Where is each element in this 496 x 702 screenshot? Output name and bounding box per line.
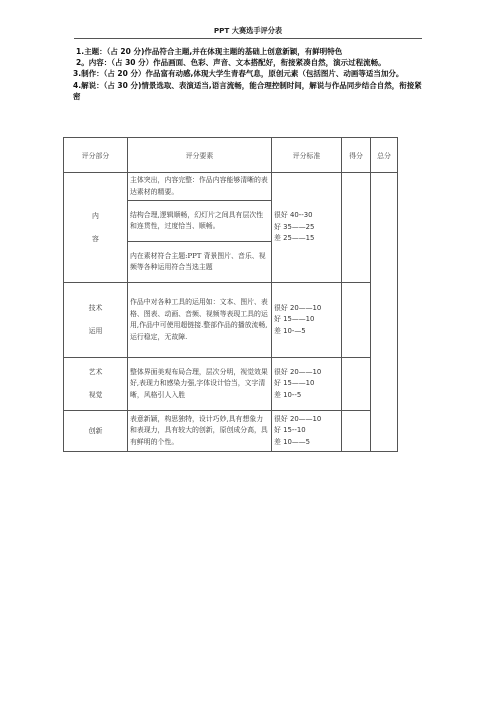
score-cell[interactable] bbox=[342, 358, 371, 411]
part-tech: 技术 运用 bbox=[64, 283, 128, 358]
part-art: 艺术 视觉 bbox=[64, 358, 128, 411]
standard-cell: 很好 20——10 好 15——10 差 10--5 bbox=[272, 358, 342, 411]
header-part: 评分部分 bbox=[64, 138, 128, 173]
standard-cell: 很好 20——10 好 15——10 差 10-—5 bbox=[272, 283, 342, 358]
element-cell: 整体界面美观布局合理，层次分明，视觉效果好,表现力和感染力强,字体设计恰当，文字清晰，风格引人入胜 bbox=[128, 358, 272, 411]
score-cell[interactable] bbox=[342, 283, 371, 358]
standard-cell: 很好 20——10 好 15--10 差 10——5 bbox=[272, 411, 342, 452]
element-cell: 作品中对各种工具的运用如：文本、图片、表格、图表、动画、音频、视频等表现工具的运用,作品中可使用超链接.整部作品的播放流畅,运行稳定，无故障. bbox=[128, 283, 272, 358]
page-header: PPT 大赛选手评分表 bbox=[213, 26, 283, 35]
element-cell: 结构合理,逻辑顺畅，幻灯片之间具有层次性和连贯性，过度恰当、顺畅。 bbox=[128, 201, 272, 242]
score-cell[interactable] bbox=[342, 173, 371, 283]
criterion-production: 3.制作：（占 20 分）作品富有动感,体现大学生青春气息，原创元素（包括图片、动画等适当加分。 bbox=[73, 69, 404, 79]
criterion-theme: 1.主题：（占 20 分)作品符合主题,并在体现主题的基础上创意新颖，有鲜明特色 bbox=[76, 47, 343, 56]
header-divider bbox=[74, 38, 422, 39]
table-row bbox=[64, 411, 398, 452]
element-cell: 主体突出，内容完整：作品内容能够清晰的表达素材的精要。 bbox=[128, 173, 272, 201]
table-header-row bbox=[64, 138, 398, 173]
criterion-narration: 4.解说：（占 30 分)情景选取、表演适当,语言流畅，能合理控制时间，解说与作品同步结合自然，衔接紧密 bbox=[73, 80, 422, 101]
standard-cell: 很好 40--30 好 35——25 差 25——15 bbox=[272, 173, 342, 283]
part-content: 内 容 bbox=[64, 173, 128, 283]
header-score: 得分 bbox=[342, 138, 371, 173]
part-innovation: 创新 bbox=[64, 411, 128, 452]
total-cell[interactable] bbox=[371, 173, 398, 452]
header-total: 总分 bbox=[371, 138, 398, 173]
element-cell: 表意新颖，构思独特，设计巧妙,具有想象力和表现力，具有较大的创新，原创成分高，具有鲜明的个性。 bbox=[128, 411, 272, 452]
table-row bbox=[64, 358, 398, 411]
score-cell[interactable] bbox=[342, 411, 371, 452]
criterion-content: 2。内容：（占 30 分）作品画面、色彩、声音、文本搭配好，衔接紧凑自然，演示过程流畅。 bbox=[76, 58, 386, 68]
header-standard: 评分标准 bbox=[272, 138, 342, 173]
criteria-list bbox=[73, 46, 425, 102]
table-row bbox=[64, 173, 398, 201]
table-row bbox=[64, 283, 398, 358]
header-elements: 评分要素 bbox=[128, 138, 272, 173]
element-cell: 内在素材符合主题:PPT 背景图片、音乐、视频等各种运用符合当选主题 bbox=[128, 242, 272, 283]
scoring-table bbox=[63, 137, 398, 452]
